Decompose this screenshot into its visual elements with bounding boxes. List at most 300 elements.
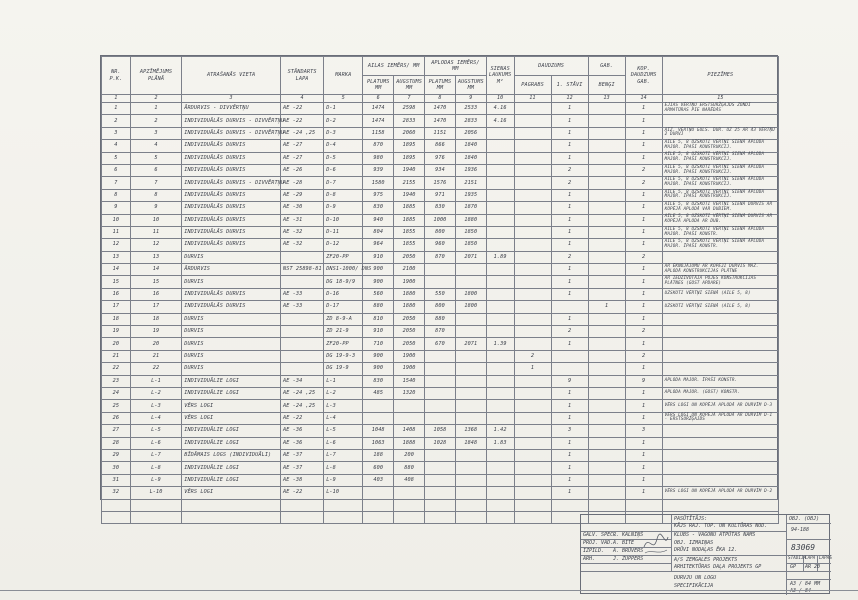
cell-platums-2: [425, 400, 456, 412]
cell-marka: DG 19-9-3: [324, 350, 363, 362]
cell-piezimes: UZSKOTI VĒRTŅI SIENĀ (AILE 5, 8): [662, 288, 778, 300]
table-row: [102, 152, 779, 164]
cell-standarts: AE -33: [281, 301, 324, 313]
cell-pagrabs: [514, 288, 551, 300]
cell-marka: D-6: [324, 164, 363, 176]
cell-standarts: AE -22: [281, 412, 324, 424]
cell-platums-2: 1470: [425, 115, 456, 127]
table-row: [102, 288, 779, 300]
cell-standarts: AE -32: [281, 239, 324, 251]
cell-platums: 910: [363, 326, 394, 338]
cell-apzimejums: L-7: [130, 449, 181, 461]
cell-platums-2: 960: [425, 239, 456, 251]
cell-platums: 900: [363, 276, 394, 288]
cell-kop-daudzums: 2: [625, 350, 662, 362]
cell-bengi: [588, 164, 625, 176]
table-row: [102, 239, 779, 251]
cell-marka: D-1: [324, 103, 363, 115]
cell-augstums: 1900: [394, 350, 425, 362]
cell-stavi: 1: [551, 202, 588, 214]
cell-augstums: 2155: [394, 177, 425, 189]
cell-kop-daudzums: 1: [625, 301, 662, 313]
cell-platums: 804: [363, 226, 394, 238]
cell-marka: D-3: [324, 127, 363, 139]
cell-vieta: DURVIS: [182, 276, 281, 288]
tb-format-2: A3 / 84: [790, 588, 812, 594]
cell-bengi: [588, 350, 625, 362]
table-row: [102, 487, 779, 499]
cell-apzimejums: L-9: [130, 474, 181, 486]
cell-augstums-2: [455, 474, 486, 486]
sheet-edge-line: [0, 590, 858, 591]
cell-standarts: AE -22: [281, 103, 324, 115]
table-row: [102, 326, 779, 338]
cell-bengi: [588, 363, 625, 375]
cell-augstums-2: [455, 412, 486, 424]
cell-apzimejums: 7: [130, 177, 181, 189]
cell-augstums-2: [455, 387, 486, 399]
tb-izp-label: IZPILD.: [583, 548, 605, 554]
cell-apzimejums: 8: [130, 189, 181, 201]
cell-platums-2: [425, 264, 456, 276]
cell-vieta: DURVIS: [182, 251, 281, 263]
cell-vieta: INDIVIDUĀLĀS DURVIS: [182, 214, 281, 226]
cell-vieta: DURVIS: [182, 363, 281, 375]
cell-vieta: INDIVIDUĀLĀS DURVIS: [182, 202, 281, 214]
cell-platums: 964: [363, 239, 394, 251]
cell-marka: L-9: [324, 474, 363, 486]
col-num: 12: [551, 95, 588, 103]
cell-kop-daudzums: 2: [625, 326, 662, 338]
cell-piezimes: [662, 338, 778, 350]
empty-cell: [363, 499, 394, 511]
title-block: [580, 514, 830, 594]
cell-vieta: DURVIS: [182, 338, 281, 350]
cell-marka: ZF20-PP: [324, 251, 363, 263]
cell-marka: L-3: [324, 400, 363, 412]
cell-platums-2: 934: [425, 164, 456, 176]
cell-platums: 900: [363, 264, 394, 276]
cell-pagrabs: [514, 400, 551, 412]
cell-stavi: 1: [551, 103, 588, 115]
cell-augstums: [394, 487, 425, 499]
cell-standarts: [281, 338, 324, 350]
cell-piezimes: [662, 350, 778, 362]
cell-augstums: 1880: [394, 301, 425, 313]
empty-cell: [182, 511, 281, 523]
cell-bengi: 1: [588, 301, 625, 313]
cell-sienas-laukums: [486, 400, 514, 412]
cell-bengi: [588, 425, 625, 437]
cell-pagrabs: [514, 412, 551, 424]
cell-bengi: [588, 487, 625, 499]
empty-cell: [486, 499, 514, 511]
table-row: [102, 474, 779, 486]
tb-obj-label: OBJ. (OBJ): [789, 516, 820, 522]
cell-pagrabs: [514, 140, 551, 152]
cell-augstums-2: 2071: [455, 338, 486, 350]
cell-sienas-laukums: [486, 214, 514, 226]
cell-standarts: AE -33: [281, 288, 324, 300]
cell-marka: D-10: [324, 214, 363, 226]
cell-apzimejums: 2: [130, 115, 181, 127]
cell-piezimes: [662, 462, 778, 474]
table-row: [102, 301, 779, 313]
cell-sienas-laukums: [486, 387, 514, 399]
empty-cell: [588, 499, 625, 511]
cell-vieta: INDIVIDUĀLĀS DURVIS - DIVVĒRTŅU: [182, 177, 281, 189]
header-kop-daudzums: KOP. DAUDZUMS GAB.: [625, 57, 662, 95]
cell-piezimes: [662, 313, 778, 325]
tb-content-2: SPECIFIKĀCIJA: [674, 583, 714, 589]
table-row: [102, 226, 779, 238]
cell-kop-daudzums: 1: [625, 276, 662, 288]
cell-sienas-laukums: [486, 363, 514, 375]
cell-stavi: 2: [551, 177, 588, 189]
cell-platums-2: 971: [425, 189, 456, 201]
table-row: [102, 189, 779, 201]
cell-platums: 939: [363, 164, 394, 176]
cell-stavi: 2: [551, 251, 588, 263]
cell-marka: L-1: [324, 375, 363, 387]
cell-kop-daudzums: 1: [625, 487, 662, 499]
cell-augstums: 2050: [394, 313, 425, 325]
empty-cell: [662, 499, 778, 511]
table-row: [102, 425, 779, 437]
cell-kop-daudzums: 9: [625, 375, 662, 387]
cell-stavi: 1: [551, 462, 588, 474]
cell-sienas-laukums: 4.16: [486, 103, 514, 115]
cell-piezimes: [662, 437, 778, 449]
cell-kop-daudzums: 1: [625, 214, 662, 226]
tb-stadija-label: STADIJA: [788, 556, 807, 561]
cell-platums-2: 1028: [425, 437, 456, 449]
empty-cell: [425, 511, 456, 523]
cell-vieta: INDIVIDUĀLĀS DURVIS: [182, 239, 281, 251]
cell-augstums: [394, 400, 425, 412]
empty-cell: [324, 511, 363, 523]
cell-stavi: 9: [551, 375, 588, 387]
table-row: [102, 387, 779, 399]
cell-standarts: AE -28: [281, 177, 324, 189]
cell-kop-daudzums: 1: [625, 338, 662, 350]
cell-piezimes: APLODA MAJOR. (GOST) KONSTR.: [662, 387, 778, 399]
cell-augstums-2: 2533: [455, 103, 486, 115]
cell-nr: 28: [102, 437, 131, 449]
cell-pagrabs: [514, 127, 551, 139]
cell-sienas-laukums: [486, 301, 514, 313]
col-num: 3: [182, 95, 281, 103]
cell-standarts: AE -30: [281, 202, 324, 214]
empty-cell: [514, 499, 551, 511]
cell-bengi: [588, 127, 625, 139]
cell-pagrabs: [514, 375, 551, 387]
cell-standarts: [281, 326, 324, 338]
cell-marka: L-6: [324, 437, 363, 449]
cell-nr: 17: [102, 301, 131, 313]
cell-platums-2: [425, 350, 456, 362]
tb-pasutitajs: PASŪTĪTĀJS:: [674, 516, 708, 522]
cell-kop-daudzums: 2: [625, 251, 662, 263]
cell-augstums-2: 2056: [455, 127, 486, 139]
cell-apzimejums: 20: [130, 338, 181, 350]
cell-augstums: 1888: [394, 437, 425, 449]
cell-sienas-laukums: [486, 264, 514, 276]
cell-augstums-2: 1870: [455, 202, 486, 214]
specification-table-frame: [100, 55, 778, 500]
cell-kop-daudzums: 1: [625, 400, 662, 412]
cell-piezimes: AILE 5, 8 UZSKOTI VĒRTŅI SIENĀ APLODA MAJOR. ĪPAŠI KONSTRUKCIJ.: [662, 189, 778, 201]
cell-marka: DNS1-1000/ DNS: [324, 264, 363, 276]
cell-marka: D-16: [324, 288, 363, 300]
cell-apzimejums: 21: [130, 350, 181, 362]
cell-platums: [363, 400, 394, 412]
cell-stavi: 1: [551, 387, 588, 399]
cell-platums-2: 800: [425, 226, 456, 238]
cell-augstums: 2833: [394, 115, 425, 127]
tb-arh-label: ARH.: [583, 556, 596, 562]
header-gab: GAB.: [588, 57, 625, 76]
cell-apzimejums: 16: [130, 288, 181, 300]
empty-cell: [625, 499, 662, 511]
cell-nr: 1: [102, 103, 131, 115]
table-row: [102, 140, 779, 152]
cell-stavi: 1: [551, 276, 588, 288]
col-num: 6: [363, 95, 394, 103]
cell-sienas-laukums: [486, 164, 514, 176]
cell-piezimes: VĒRS LOGI UN KOPĒJĀ APLODĀ AR DURVĪM D-3: [662, 400, 778, 412]
cell-standarts: AE -24 ,25: [281, 387, 324, 399]
cell-apzimejums: 22: [130, 363, 181, 375]
cell-platums: 560: [363, 288, 394, 300]
cell-platums-2: 880: [425, 313, 456, 325]
cell-pagrabs: [514, 202, 551, 214]
tb-obj-num: 94-188: [791, 527, 810, 533]
tb-izp-name: A. BRŪVERS: [613, 548, 644, 554]
cell-pagrabs: [514, 313, 551, 325]
cell-pagrabs: [514, 487, 551, 499]
table-row: [102, 338, 779, 350]
header-pagrabs: PAGRABS: [514, 76, 551, 95]
cell-nr: 21: [102, 350, 131, 362]
cell-augstums: 1900: [394, 276, 425, 288]
cell-nr: 25: [102, 400, 131, 412]
cell-apzimejums: L-4: [130, 412, 181, 424]
cell-marka: D-12: [324, 239, 363, 251]
cell-kop-daudzums: 1: [625, 387, 662, 399]
cell-sienas-laukums: [486, 350, 514, 362]
table-row: [102, 103, 779, 115]
cell-stavi: 1: [551, 152, 588, 164]
cell-pagrabs: [514, 276, 551, 288]
cell-platums-2: [425, 375, 456, 387]
cell-piezimes: AR ĒKNOJĀJUMU AR KOPĒJI DURVIS MAZ. APLODĀ KONSTRUKCIJAS PLĀTNE: [662, 264, 778, 276]
cell-sienas-laukums: [486, 189, 514, 201]
cell-kop-daudzums: 1: [625, 189, 662, 201]
cell-nr: 2: [102, 115, 131, 127]
cell-piezimes: UZSKOTI VĒRTŅI SIENĀ (AILE 5, 8): [662, 301, 778, 313]
cell-stavi: 1: [551, 338, 588, 350]
signature-mark: [641, 529, 671, 559]
cell-pagrabs: [514, 177, 551, 189]
cell-kop-daudzums: 1: [625, 412, 662, 424]
cell-platums-2: 1151: [425, 127, 456, 139]
cell-sienas-laukums: [486, 202, 514, 214]
empty-cell: [130, 511, 181, 523]
table-row: [102, 115, 779, 127]
cell-platums: [363, 487, 394, 499]
empty-cell: [102, 511, 131, 523]
cell-platums: 900: [363, 363, 394, 375]
cell-nr: 4: [102, 140, 131, 152]
cell-marka: D-7: [324, 177, 363, 189]
cell-pagrabs: [514, 301, 551, 313]
cell-standarts: AE -36: [281, 437, 324, 449]
cell-pagrabs: [514, 189, 551, 201]
cell-augstums-2: 1840: [455, 152, 486, 164]
cell-piezimes: AILE 5, 8 UZSKOTI VĒRTŅI SIENĀ APLODA MAJOR. ĪPAŠI KONSTRUKCIJ.: [662, 164, 778, 176]
cell-apzimejums: L-6: [130, 437, 181, 449]
table-row: [102, 164, 779, 176]
cell-augstums: 1895: [394, 140, 425, 152]
cell-platums: 1580: [363, 177, 394, 189]
cell-pagrabs: [514, 437, 551, 449]
cell-pagrabs: [514, 251, 551, 263]
cell-apzimejums: 10: [130, 214, 181, 226]
cell-nr: 32: [102, 487, 131, 499]
cell-augstums-2: [455, 350, 486, 362]
cell-platums: 1474: [363, 115, 394, 127]
cell-platums-2: [425, 363, 456, 375]
cell-augstums: 1880: [394, 288, 425, 300]
cell-piezimes: AILE 5, 8 UZSKOTI VĒRTŅI SIENĀ APLODA MAJOR. ĪPAŠI KONSTRUKCIJ.: [662, 177, 778, 189]
cell-kop-daudzums: 2: [625, 164, 662, 176]
tb-part-1: A/S ZEMGALES PROJEKTS: [674, 557, 738, 563]
tb-galv-label: GALV. SPEC.: [583, 532, 617, 538]
cell-platums: 975: [363, 189, 394, 201]
cell-augstums: 2060: [394, 127, 425, 139]
cell-sienas-laukums: [486, 239, 514, 251]
empty-cell: [455, 499, 486, 511]
cell-nr: 24: [102, 387, 131, 399]
empty-cell: [514, 511, 551, 523]
cell-platums-2: 1470: [425, 103, 456, 115]
cell-kop-daudzums: 1: [625, 363, 662, 375]
cell-vieta: BĪDĀMAIS LOGS (INDIVIDUĀLI): [182, 449, 281, 461]
cell-piezimes: EJIAS VĒRTŅU ERSTSURŽĢAJDS ZONDI ARMATŪRAS PIE NARĒDĀS: [662, 103, 778, 115]
cell-platums-2: 830: [425, 202, 456, 214]
cell-piezimes: VĒRS LOGI UN KOPĒJĀ APLODĀ AR DURVĪM D-2: [662, 487, 778, 499]
cell-sienas-laukums: 1.42: [486, 425, 514, 437]
col-num: 1: [102, 95, 131, 103]
cell-kop-daudzums: 2: [625, 177, 662, 189]
cell-vieta: INDIVIDUĀLIE LOGI: [182, 387, 281, 399]
cell-stavi: [551, 301, 588, 313]
cell-kop-daudzums: 1: [625, 313, 662, 325]
cell-augstums-2: 2151: [455, 177, 486, 189]
cell-kop-daudzums: 1: [625, 474, 662, 486]
cell-standarts: AE -37: [281, 462, 324, 474]
cell-nr: 27: [102, 425, 131, 437]
cell-standarts: AE -27: [281, 140, 324, 152]
cell-nr: 26: [102, 412, 131, 424]
empty-cell: [102, 499, 131, 511]
cell-augstums: 1855: [394, 226, 425, 238]
col-num: 9: [455, 95, 486, 103]
cell-sienas-laukums: [486, 177, 514, 189]
tb-proj-name: A. BITE: [613, 540, 635, 546]
cell-piezimes: [662, 474, 778, 486]
cell-apzimejums: 12: [130, 239, 181, 251]
cell-marka: L-2: [324, 387, 363, 399]
cell-stavi: 1: [551, 127, 588, 139]
cell-bengi: [588, 276, 625, 288]
cell-augstums-2: 1850: [455, 239, 486, 251]
cell-platums: 900: [363, 350, 394, 362]
header-standarts: STĀNDARTS LAPA: [281, 57, 324, 95]
cell-apzimejums: 6: [130, 164, 181, 176]
cell-vieta: INDIVIDUĀLĀS DURVIS: [182, 152, 281, 164]
cell-standarts: AE -24 ,25: [281, 127, 324, 139]
cell-augstums-2: 1800: [455, 301, 486, 313]
cell-sienas-laukums: [486, 375, 514, 387]
tb-galv-name: R. KALNIŅŠ: [613, 532, 644, 538]
cell-platums: 403: [363, 474, 394, 486]
cell-vieta: INDIVIDUĀLĀS DURVIS: [182, 140, 281, 152]
cell-platums: 940: [363, 214, 394, 226]
cell-nr: 7: [102, 177, 131, 189]
table-row: [102, 313, 779, 325]
tb-proj-label: PROJ. VAD.: [583, 540, 614, 546]
cell-platums-2: 1576: [425, 177, 456, 189]
header-piezimes: PIEZĪMES: [662, 57, 778, 95]
cell-bengi: [588, 239, 625, 251]
cell-vieta: INDIVIDUĀLĀS DURVIS - DIVVĒRTŅU: [182, 115, 281, 127]
cell-stavi: 1: [551, 400, 588, 412]
cell-vieta: INDIVIDUĀLĀS DURVIS: [182, 226, 281, 238]
cell-sienas-laukums: [486, 326, 514, 338]
cell-augstums: 2100: [394, 264, 425, 276]
cell-bengi: [588, 338, 625, 350]
cell-stavi: 1: [551, 449, 588, 461]
cell-kop-daudzums: 1: [625, 103, 662, 115]
col-num: 14: [625, 95, 662, 103]
cell-nr: 6: [102, 164, 131, 176]
cell-piezimes: [662, 251, 778, 263]
col-num: 11: [514, 95, 551, 103]
table-row: [102, 127, 779, 139]
cell-platums-2: [425, 276, 456, 288]
cell-vieta: INDIVIDUĀLĀS DURVIS: [182, 189, 281, 201]
cell-augstums: 1895: [394, 152, 425, 164]
cell-bengi: [588, 449, 625, 461]
cell-augstums: 200: [394, 449, 425, 461]
cell-platums-2: [425, 387, 456, 399]
cell-apzimejums: L-10: [130, 487, 181, 499]
cell-apzimejums: 5: [130, 152, 181, 164]
cell-piezimes: [662, 326, 778, 338]
cell-bengi: [588, 400, 625, 412]
cell-marka: DG 19-9: [324, 363, 363, 375]
cell-kop-daudzums: 1: [625, 239, 662, 251]
column-number-row: [102, 95, 779, 103]
cell-apzimejums: 18: [130, 313, 181, 325]
cell-pagrabs: [514, 115, 551, 127]
table-row: [102, 251, 779, 263]
cell-bengi: [588, 288, 625, 300]
tb-content-1: DURVJU UN LOGU: [674, 575, 717, 581]
col-num: 5: [324, 95, 363, 103]
